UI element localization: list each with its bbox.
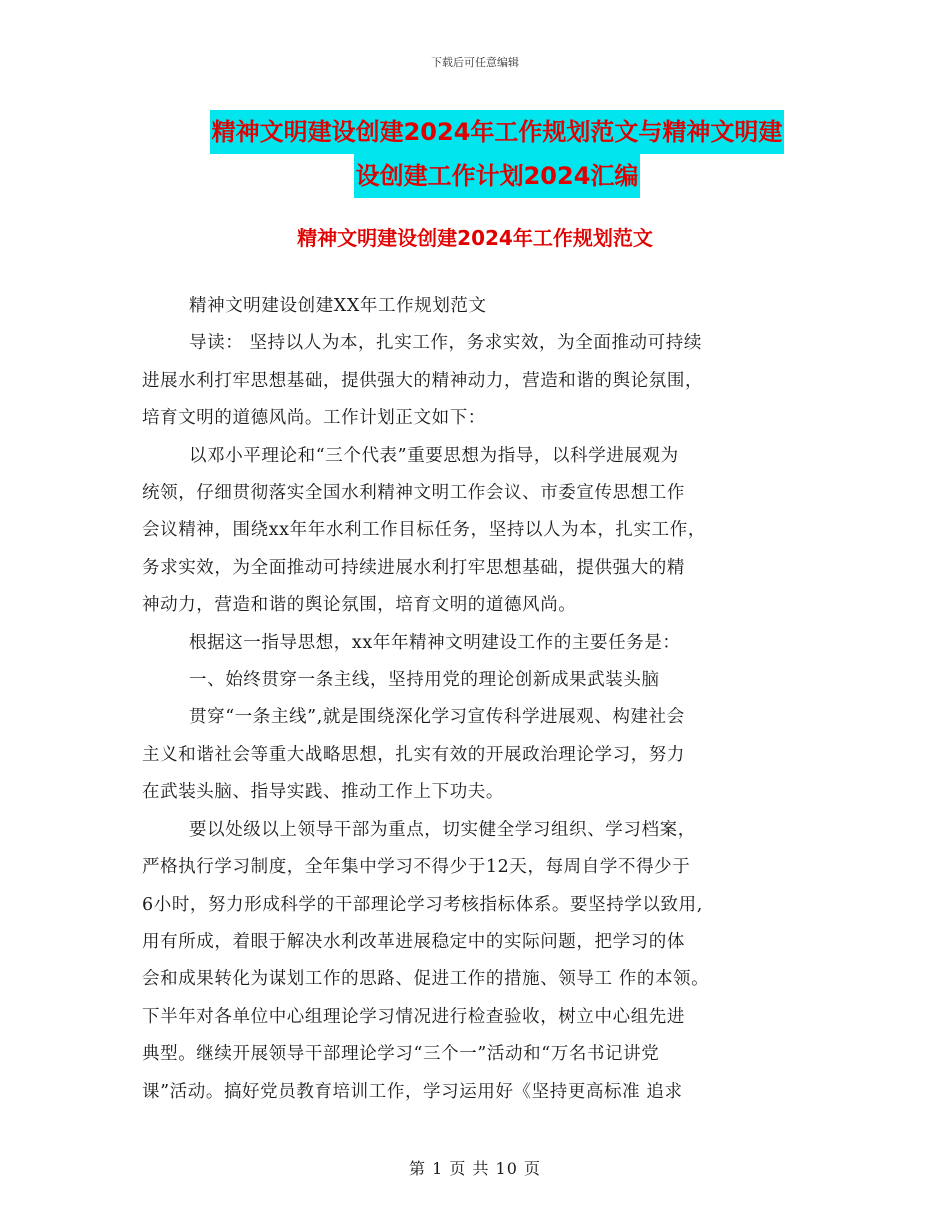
text-line: 培育文明的道德风尚。工作计划正文如下：	[142, 408, 486, 429]
text-line: 主义和谐社会等重大战略思想，扎实有效的开展政治理论学习，努力	[142, 744, 685, 765]
text-line: 下半年对各单位中心组理论学习情况进行检查验收，树立中心组先进	[142, 1006, 685, 1027]
text-line: 进展水利打牢思想基础，提供强大的精神动力，营造和谐的舆论氛围，	[142, 370, 704, 391]
text-line: 一、始终贯穿一条主线，坚持用党的理论创新成果武装头脑	[189, 670, 660, 691]
document-title	[187, 110, 807, 198]
page-number: 第 1 页 共 10 页	[409, 1159, 541, 1178]
body-text	[142, 288, 822, 1111]
text-line: 贯穿“一条主线”,就是围绕深化学习宣传科学进展观、构建社会	[189, 707, 685, 728]
text-line: 根据这一指导思想，xx年年精神文明建设工作的主要任务是：	[189, 632, 681, 653]
document-title-line-2: 设创建工作计划2024汇编	[354, 154, 641, 198]
text-line: 导读： 坚持以人为本，扎实工作，务求实效，为全面推动可持续	[189, 333, 702, 354]
page-header-note: 下载后可任意编辑	[431, 56, 519, 69]
text-line: 要以处级以上领导干部为重点，切实健全学习组织、学习档案，	[189, 819, 696, 840]
paragraph	[142, 325, 822, 437]
text-line: 神动力，营造和谐的舆论氛围，培育文明的道德风尚。	[142, 595, 577, 616]
paragraph	[142, 438, 822, 625]
text-line: 会和成果转化为谋划工作的思路、促进工作的措施、领导工 作的本领。	[142, 969, 710, 990]
paragraph	[142, 662, 822, 699]
text-line: 严格执行学习制度，全年集中学习不得少于12天，每周自学不得少于	[142, 857, 691, 878]
text-line: 精神文明建设创建XX年工作规划范文	[189, 296, 487, 316]
text-line: 用有所成，着眼于解决水利改革进展稳定中的实际问题，把学习的体	[142, 931, 685, 952]
paragraph	[142, 699, 822, 811]
paragraph	[142, 288, 822, 325]
document-title-line-1: 精神文明建设创建2024年工作规划范文与精神文明建	[210, 110, 785, 154]
text-line: 会议精神，围绕xx年年水利工作目标任务，坚持以人为本，扎实工作，	[142, 520, 706, 541]
text-line: 课”活动。搞好党员教育培训工作，学习运用好《坚持更高标准 追求	[142, 1081, 683, 1102]
text-line: 统领，仔细贯彻落实全国水利精神文明工作会议、市委宣传思想工作	[142, 483, 685, 504]
text-line: 典型。继续开展领导干部理论学习“三个一”活动和“万名书记讲党	[142, 1044, 660, 1065]
paragraph	[142, 625, 822, 662]
text-line: 6小时，努力形成科学的干部理论学习考核指标体系。要坚持学以致用,	[142, 894, 703, 915]
section-title: 精神文明建设创建2024年工作规划范文	[297, 226, 653, 250]
text-line: 以邓小平理论和“三个代表”重要思想为指导，以科学进展观为	[189, 445, 679, 466]
text-line: 务求实效，为全面推动可持续进展水利打牢思想基础，提供强大的精	[142, 557, 685, 578]
text-line: 在武装头脑、指导实践、推动工作上下功夫。	[142, 782, 504, 803]
paragraph	[142, 812, 822, 1111]
